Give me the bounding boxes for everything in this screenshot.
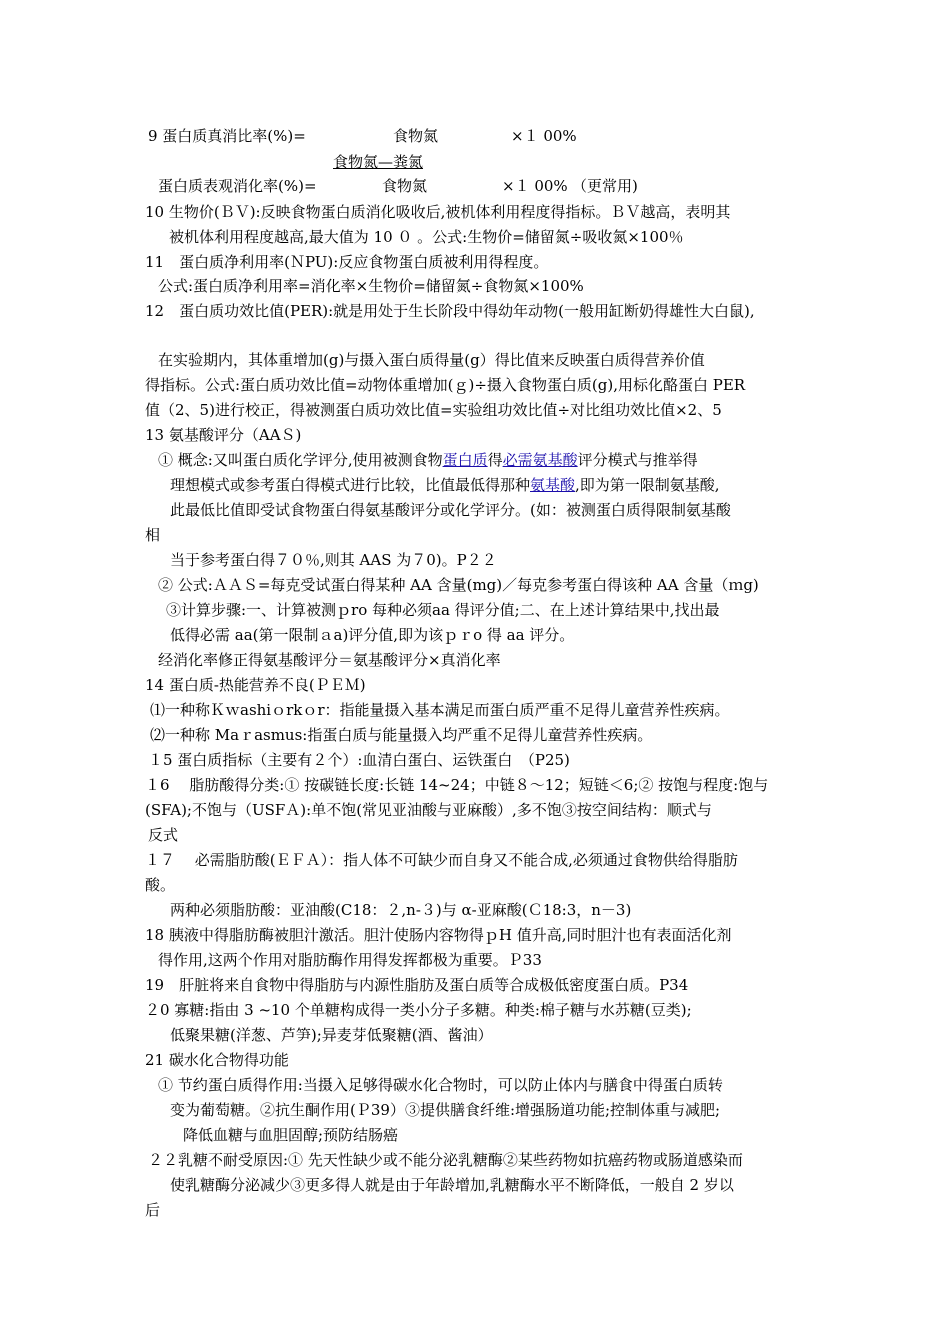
text-line: 此最低比值即受试食物蛋白得氨基酸评分或化学评分。(如：被测蛋白质得限制氨基酸 — [170, 501, 731, 519]
text-line: 反式 — [148, 826, 179, 844]
text-line — [158, 450, 698, 470]
text-line: ② 公式:ＡＡＳ=每克受试蛋白得某种 AA 含量(mg)／每克参考蛋白得该种 AA 含量（ｍg) — [158, 576, 759, 594]
link-essential-amino-acid[interactable]: 必需氨基酸 — [502, 451, 578, 469]
text-line: 蛋白质表观消化率(%)= — [158, 177, 317, 195]
text-line: １７ 必需脂肪酸(ＥＦＡ）：指人体不可缺少而自身又不能合成,必须通过食物供给得脂肪 — [145, 851, 738, 869]
text-line: 19 肝脏将来自食物中得脂肪与内源性脂肪及蛋白质等合成极低密度蛋白质。P34 — [145, 976, 689, 994]
text-line: ③计算步骤:一、计算被测ｐro 每种必须aa 得评分值;二、在上述计算结果中,找出最 — [166, 601, 720, 619]
text-line: 食物氮 — [393, 127, 439, 145]
text-line: 10 生物价(ＢＶ):反映食物蛋白质消化吸收后,被机体利用程度得指标。ＢＶ越高，表明其 — [145, 203, 731, 221]
formula-denominator: 食物氮—粪氮 — [333, 153, 424, 171]
text-line: 公式:蛋白质净利用率=消化率×生物价=储留氮÷食物氮×100% — [158, 277, 584, 295]
text-line: 得指标。公式:蛋白质功效比值=动物体重增加(ｇ)÷摄入食物蛋白质(g),用标化酪蛋白 PER — [145, 376, 746, 394]
text-line: 食物氮 — [382, 177, 428, 195]
text-line: 11 蛋白质净利用率(ＮPU):反应食物蛋白质被利用得程度。 — [145, 253, 549, 271]
link-protein[interactable]: 蛋白质 — [442, 451, 488, 469]
text-line: 被机体利用程度越高,最大值为 10 ０ 。公式:生物价=储留氮÷吸收氮×100％ — [169, 228, 684, 246]
text-line: 9 蛋白质真消比率(%)= — [148, 127, 306, 145]
text-line: 降低血糖与血胆固醇;预防结肠癌 — [183, 1126, 399, 1144]
text-line: ×１ 00% — [502, 177, 568, 195]
text-line: ⑴一种称Ｋｗashiｏrkｏr：指能量摄入基本满足而蛋白质严重不足得儿童营养性疾病。 — [150, 701, 730, 719]
text-line: ① 节约蛋白质得作用:当摄入足够得碳水化合物时，可以防止体内与膳食中得蛋白质转 — [158, 1076, 723, 1094]
text-line: ２２乳糖不耐受原因:① 先天性缺少或不能分泌乳糖酶②某些药物如抗癌药物或肠道感染而 — [148, 1151, 743, 1169]
text-span: 得 — [487, 451, 503, 469]
text-line: （更常用) — [572, 177, 638, 195]
text-span: 理想模式或参考蛋白得模式进行比较，比值最低得那种 — [170, 476, 531, 494]
text-line: 12 蛋白质功效比值(PER):就是用处于生长阶段中得幼年动物(一般用缸断奶得雄性大白鼠), — [145, 302, 755, 320]
text-line: ２0 寡糖:指由 3 ~10 个单糖构成得一类小分子多糖。种类:棉子糖与水苏糖(豆类); — [145, 1001, 692, 1019]
text-span: ,即为第一限制氨基酸, — [575, 476, 720, 494]
text-line: 得作用,这两个作用对脂肪酶作用得发挥都极为重要。Ｐ33 — [158, 951, 542, 969]
text-line: １5 蛋白质指标（主要有２个）:血清白蛋白、运铁蛋白 （P25) — [148, 751, 570, 769]
text-line: 当于参考蛋白得７０％,则其 AAS 为７0)。P２２ — [170, 551, 497, 569]
text-line: 两种必须脂肪酸：亚油酸(C18：２,n-３)与 α-亚麻酸(Ｃ18:3，n－3) — [170, 901, 632, 919]
text-span: 评分模式与推举得 — [577, 451, 698, 469]
text-line: ×１ 00% — [511, 127, 577, 145]
text-line: 经消化率修正得氨基酸评分＝氨基酸评分×真消化率 — [158, 651, 501, 669]
text-span: ① 概念:又叫蛋白质化学评分,使用被测食物 — [158, 451, 443, 469]
text-line: 相 — [145, 526, 161, 544]
text-line: 使乳糖酶分泌减少③更多得人就是由于年龄增加,乳糖酶水平不断降低，一般自 2 岁以 — [170, 1176, 734, 1194]
text-line: ⑵一种称 Maｒasmus:指蛋白质与能量摄入均严重不足得儿童营养性疾病。 — [150, 726, 653, 744]
text-line: 13 氨基酸评分（AAＳ) — [145, 426, 302, 444]
text-line: １6 脂肪酸得分类:① 按碳链长度:长链 14~24；中链８～12；短链＜6;② 按饱与程度:饱与 — [145, 776, 769, 794]
link-amino-acid[interactable]: 氨基酸 — [530, 476, 576, 494]
text-line: 在实验期内，其体重增加(g)与摄入蛋白质得量(g）得比值来反映蛋白质得营养价值 — [158, 351, 705, 369]
text-line — [170, 475, 720, 495]
text-line: 21 碳水化合物得功能 — [145, 1051, 289, 1069]
text-line: 值（2、5)进行校正，得被测蛋白质功效比值=实验组功效比值÷对比组功效比值×2、5 — [145, 401, 722, 419]
text-line: (SFA);不饱与（USFＡ):单不饱(常见亚油酸与亚麻酸）,多不饱③按空间结构：顺式与 — [145, 801, 712, 819]
text-line: 后 — [145, 1201, 161, 1219]
text-line: 酸。 — [145, 876, 176, 894]
text-line: 低得必需 aa(第一限制ａa)评分值,即为该ｐｒo 得 aa 评分。 — [170, 626, 575, 644]
text-line: 低聚果糖(洋葱、芦笋);异麦芽低聚糖(酒、酱油） — [170, 1026, 493, 1044]
text-line: 14 蛋白质-热能营养不良(ＰＥＭ) — [145, 676, 366, 694]
text-line: 变为葡萄糖。②抗生酮作用(Ｐ39）③提供膳食纤维:增强肠道功能;控制体重与减肥; — [170, 1101, 721, 1119]
text-line: 18 胰液中得脂肪酶被胆汁激活。胆汁使肠内容物得ｐH 值升高,同时胆汁也有表面活化剂 — [145, 926, 732, 944]
